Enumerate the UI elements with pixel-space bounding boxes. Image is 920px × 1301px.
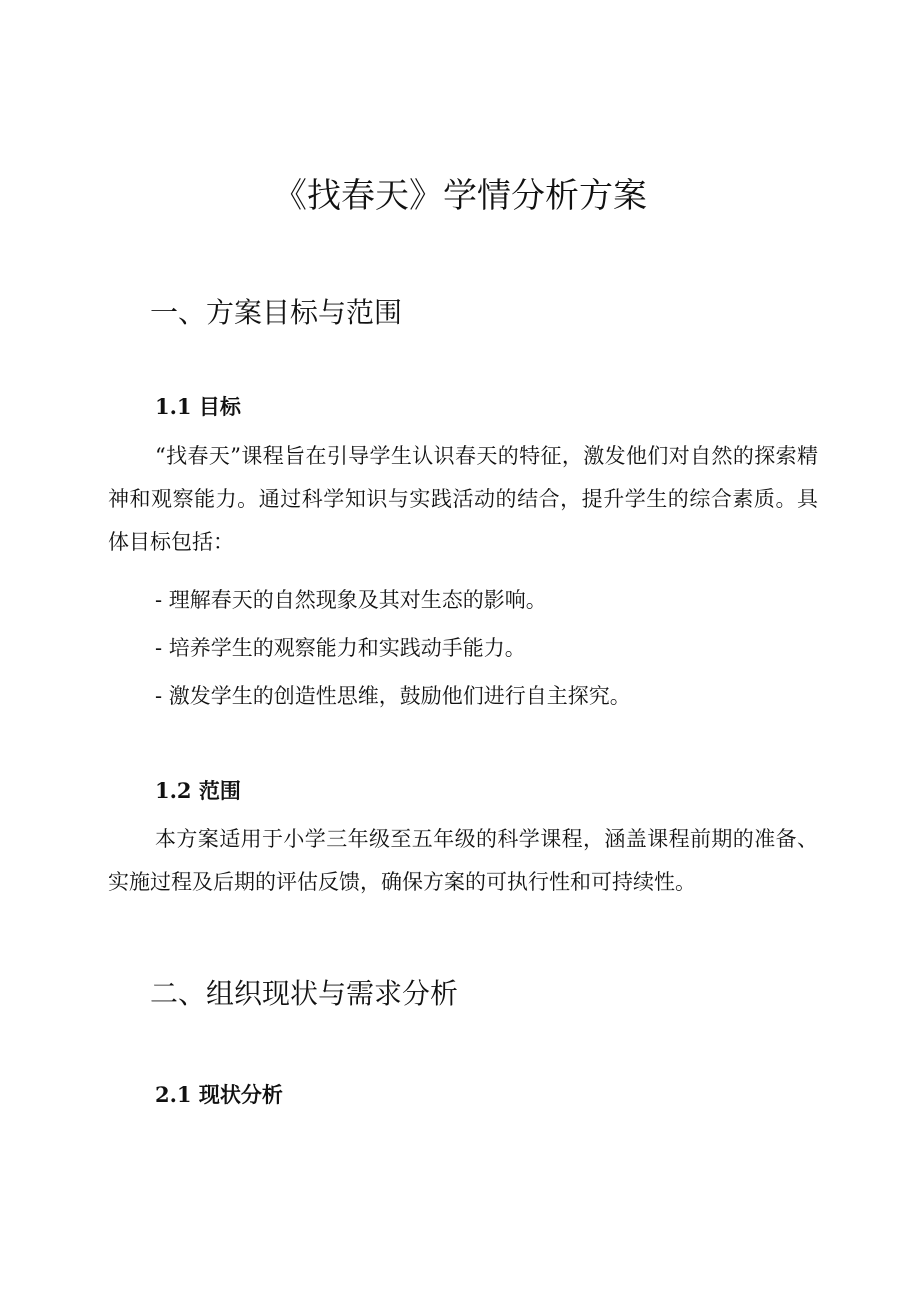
- bullet-item-2: - 培养学生的观察能力和实践动手能力。: [155, 636, 526, 660]
- paragraph-scope: 本方案适用于小学三年级至五年级的科学课程，涵盖课程前期的准备、实施过程及后期的评估反馈，确保方案的可执行性和可持续性。: [108, 827, 818, 894]
- subsection-heading-1-1: 1.1 目标: [155, 394, 241, 419]
- subsection-heading-2-1: 2.1 现状分析: [155, 1082, 283, 1107]
- section-heading-1: 一、方案目标与范围: [150, 296, 403, 329]
- paragraph-goals: “找春天”课程旨在引导学生认识春天的特征，激发他们对自然的探索精神和观察能力。通过科学知识与实践活动的结合，提升学生的综合素质。具体目标包括：: [108, 444, 818, 554]
- subsection-heading-1-2: 1.2 范围: [155, 778, 241, 803]
- bullet-item-3: - 激发学生的创造性思维，鼓励他们进行自主探究。: [155, 684, 631, 708]
- document-title: 《找春天》学情分析方案: [273, 176, 647, 216]
- section-heading-2: 二、组织现状与需求分析: [150, 977, 459, 1010]
- bullet-item-1: - 理解春天的自然现象及其对生态的影响。: [155, 588, 547, 612]
